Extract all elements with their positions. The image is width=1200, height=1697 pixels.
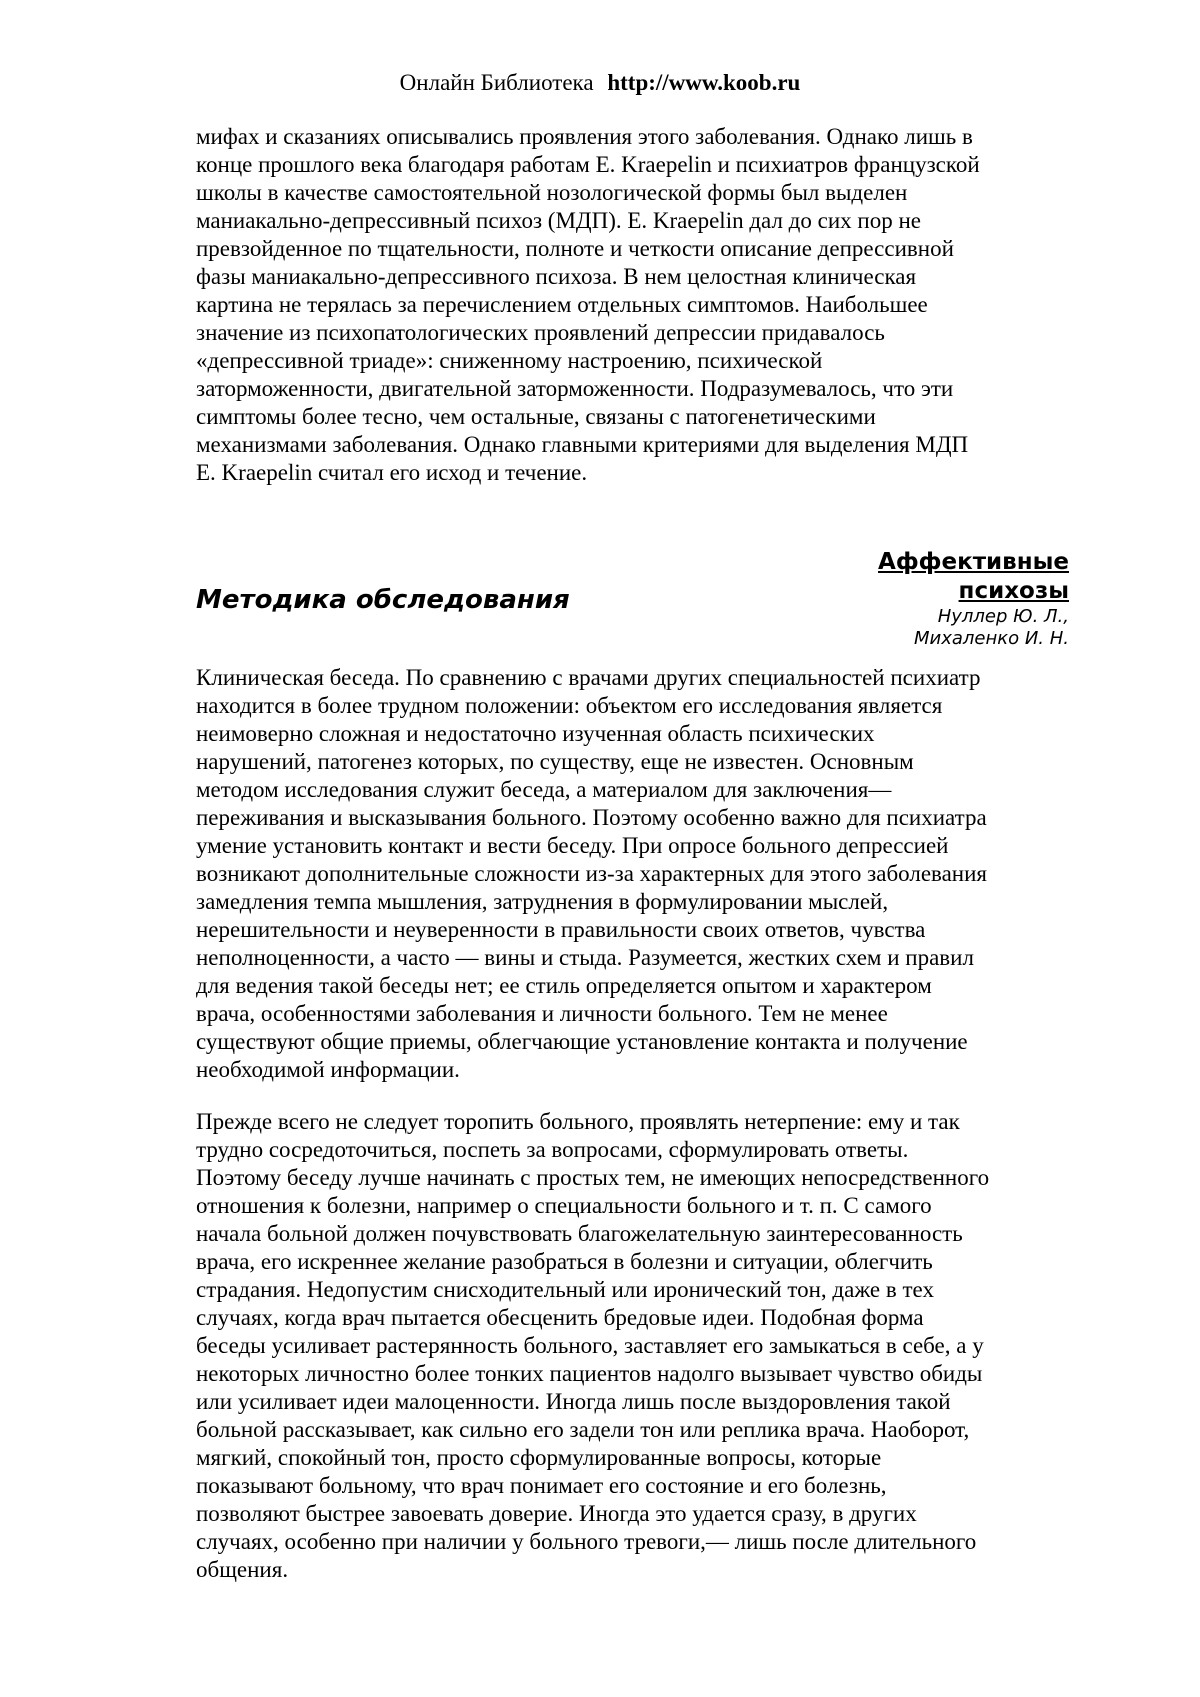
text-line: мифах и сказаниях описывались проявления этого заболевания. Однако лишь в [196,124,973,149]
text-line: отношения к болезни, например о специальности больного и т. п. С самого [196,1193,932,1218]
text-line: превзойденное по тщательности, полноте и четкости описание депрессивной [196,236,954,261]
text-line: неполноценности, а часто — вины и стыда. Разумеется, жестких схем и правил [196,945,974,970]
text-line: нарушений, патогенез которых, по существу, еще не известен. Основным [196,749,914,774]
book-info [749,548,1069,650]
page-header [0,70,1200,96]
text-line: школы в качестве самостоятельной нозологической формы был выделен [196,180,908,205]
text-line: «депрессивной триаде»: сниженному настроению, психической [196,348,823,373]
text-line: беседы усиливает растерянность больного, заставляет его замыкаться в себе, а у [196,1333,984,1358]
text-line: маниакально-депрессивный психоз (МДП). E. Kraepelin дал до сих пор не [196,208,921,233]
text-line: механизмами заболевания. Однако главными критериями для выделения МДП [196,432,969,457]
text-line: методом исследования служит беседа, а материалом для заключения— [196,777,892,802]
intro-paragraph [196,123,1046,487]
text-line: врача, его искреннее желание разобраться в болезни и ситуации, облегчить [196,1249,933,1274]
text-line: Клиническая беседа. По сравнению с врачами других специальностей психиатр [196,665,981,690]
text-line: или усиливает идеи малоценности. Иногда лишь после выздоровления такой [196,1389,951,1414]
text-line: случаях, особенно при наличии у больного тревоги,— лишь после длительного [196,1529,977,1554]
book-title-line: Аффективные [878,549,1069,575]
text-line: некоторых личностно более тонких пациентов надолго вызывает чувство обиды [196,1361,983,1386]
text-line: E. Kraepelin считал его исход и течение. [196,460,588,485]
text-line: больной рассказывает, как сильно его задели тон или реплика врача. Наоборот, [196,1417,970,1442]
text-line: страдания. Недопустим снисходительный или иронический тон, даже в тех [196,1277,934,1302]
text-line: нерешительности и неуверенности в правильности своих ответов, чувства [196,917,926,942]
text-line: необходимой информации. [196,1057,460,1082]
text-line: позволяют быстрее завоевать доверие. Иногда это удается сразу, в других [196,1501,917,1526]
text-line: переживания и высказывания больного. Поэтому особенно важно для психиатра [196,805,987,830]
interview-paragraph [196,664,1046,1084]
book-authors [749,606,1069,650]
text-line: Поэтому беседу лучше начинать с простых тем, не имеющих непосредственного [196,1165,990,1190]
text-line: фазы маниакально-депрессивного психоза. В нем целостная клиническая [196,264,917,289]
text-line: общения. [196,1557,289,1582]
site-url-link[interactable]: http://www.koob.ru [607,70,801,95]
book-title-line: психозы [958,578,1069,604]
text-line: картина не терялась за перечислением отдельных симптомов. Наибольшее [196,292,928,317]
author-name: Нуллер Ю. Л., [937,606,1069,627]
text-line: для ведения такой беседы нет; ее стиль определяется опытом и характером [196,973,932,998]
text-line: Прежде всего не следует торопить больного, проявлять нетерпение: ему и так [196,1109,960,1134]
section-title: Методика обследования [196,585,570,615]
text-line: мягкий, спокойный тон, просто сформулированные вопросы, которые [196,1445,882,1470]
approach-paragraph [196,1108,1046,1584]
text-line: симптомы более тесно, чем остальные, связаны с патогенетическими [196,404,876,429]
text-line: конце прошлого века благодаря работам E. Kraepelin и психиатров французской [196,152,980,177]
text-line: начала больной должен почувствовать благожелательную заинтересованность [196,1221,963,1246]
book-title-link[interactable] [749,548,1069,606]
text-line: заторможенности, двигательной заторможенности. Подразумевалось, что эти [196,376,954,401]
text-line: показывают больному, что врач понимает его состояние и его болезнь, [196,1473,887,1498]
site-name: Онлайн Библиотека [399,70,594,95]
author-name: Михаленко И. Н. [913,628,1069,649]
text-line: значение из психопатологических проявлений депрессии придавалось [196,320,885,345]
text-line: трудно сосредоточиться, поспеть за вопросами, сформулировать ответы. [196,1137,909,1162]
text-line: случаях, когда врач пытается обесценить бредовые идеи. Подобная форма [196,1305,924,1330]
text-line: умение установить контакт и вести беседу. При опросе больного депрессией [196,833,949,858]
text-line: существуют общие приемы, облегчающие установление контакта и получение [196,1029,968,1054]
text-line: находится в более трудном положении: объектом его исследования является [196,693,943,718]
text-line: врача, особенностями заболевания и личности больного. Тем не менее [196,1001,888,1026]
text-line: возникают дополнительные сложности из-за характерных для этого заболевания [196,861,988,886]
text-line: неимоверно сложная и недостаточно изученная область психических [196,721,875,746]
text-line: замедления темпа мышления, затруднения в формулировании мыслей, [196,889,889,914]
